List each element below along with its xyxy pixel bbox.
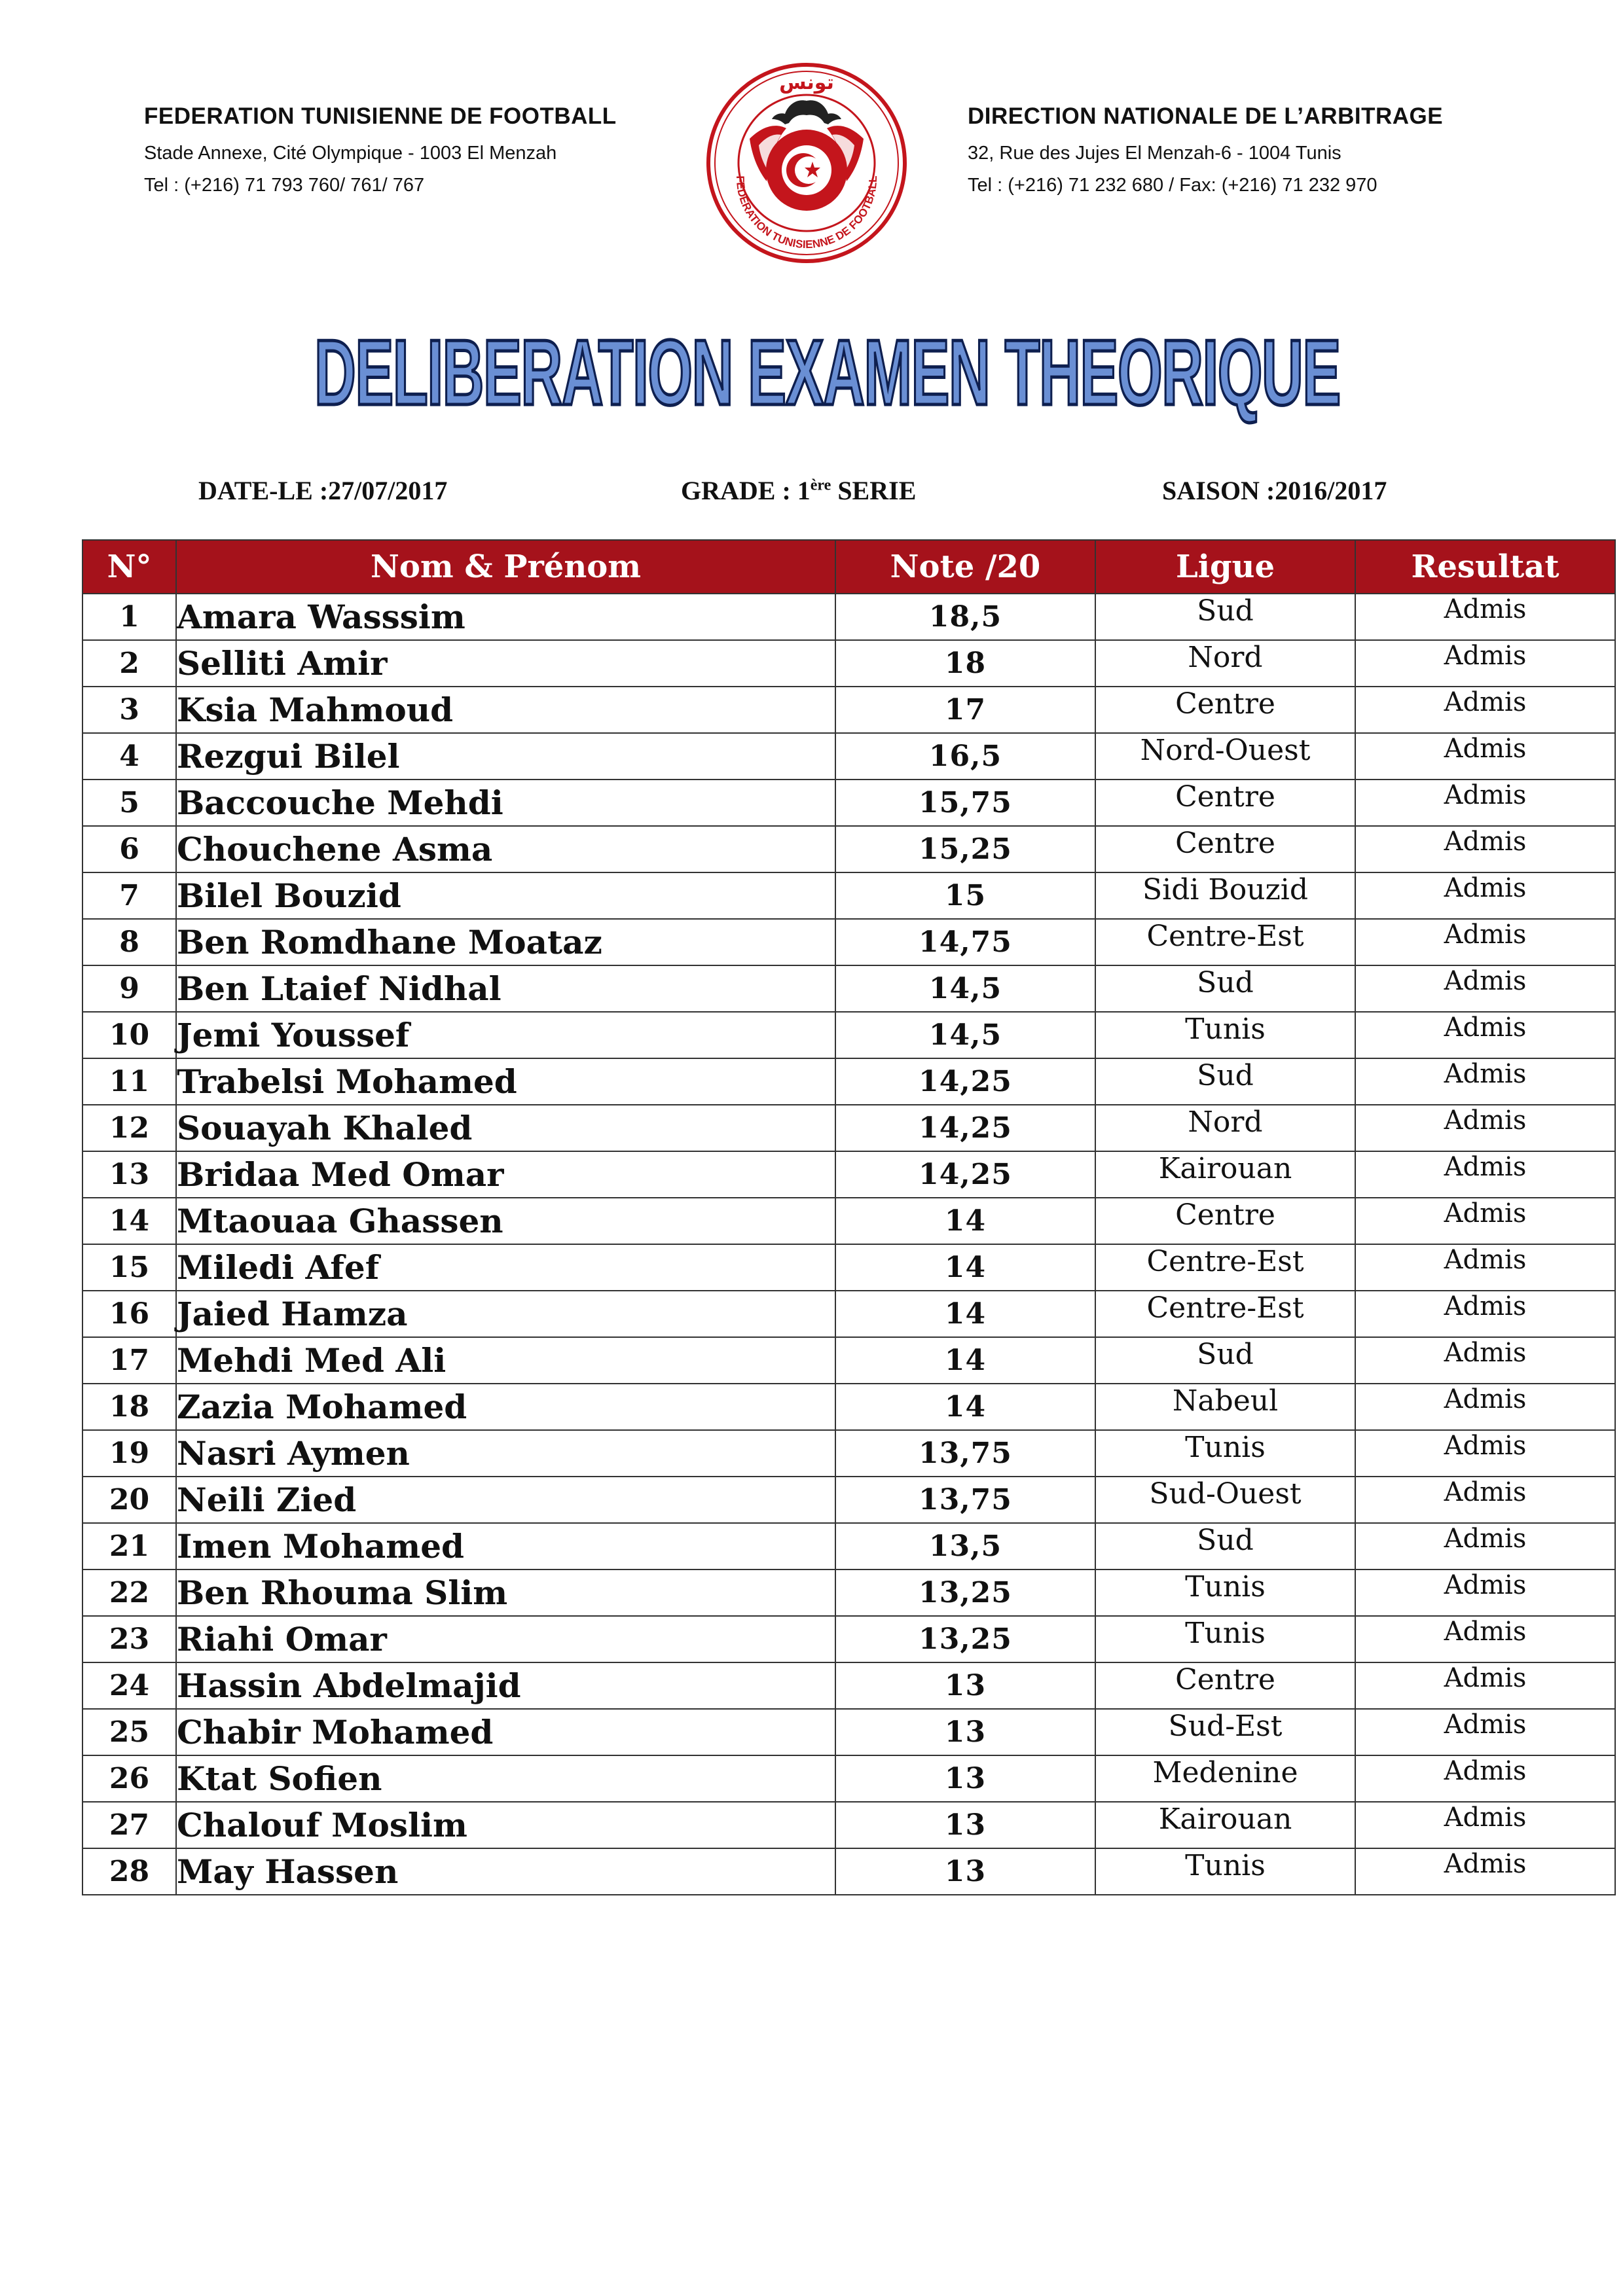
federation-logo — [704, 60, 909, 266]
table-row — [82, 1058, 1615, 1105]
cell-name: Hassin Abdelmajid — [176, 1662, 835, 1709]
cell-ligue: Sud — [1095, 1058, 1355, 1105]
cell-result: Admis — [1355, 687, 1615, 733]
header-number: N° — [82, 540, 176, 594]
table-row — [82, 826, 1615, 872]
cell-result: Admis — [1355, 1709, 1615, 1755]
cell-number: 7 — [82, 872, 176, 919]
cell-number: 2 — [82, 640, 176, 687]
grade-prefix: GRADE : 1 — [681, 476, 811, 505]
exam-season: SAISON :2016/2017 — [1162, 476, 1387, 505]
cell-ligue: Kairouan — [1095, 1151, 1355, 1198]
cell-name: Ktat Sofien — [176, 1755, 835, 1802]
cell-name: Jemi Youssef — [176, 1012, 835, 1058]
cell-note: 13 — [835, 1709, 1095, 1755]
cell-name: Chabir Mohamed — [176, 1709, 835, 1755]
cell-result: Admis — [1355, 826, 1615, 872]
cell-note: 14 — [835, 1337, 1095, 1384]
cell-result: Admis — [1355, 872, 1615, 919]
cell-ligue: Sud — [1095, 965, 1355, 1012]
document-title-wrap — [0, 319, 1623, 427]
cell-result: Admis — [1355, 1337, 1615, 1384]
cell-name: Ben Romdhane Moataz — [176, 919, 835, 965]
cell-result: Admis — [1355, 1477, 1615, 1523]
grade-superscript: ère — [810, 476, 831, 494]
header-result: Resultat — [1355, 540, 1615, 594]
cell-name: Trabelsi Mohamed — [176, 1058, 835, 1105]
cell-note: 17 — [835, 687, 1095, 733]
cell-number: 24 — [82, 1662, 176, 1709]
cell-result: Admis — [1355, 1802, 1615, 1848]
direction-name: DIRECTION NATIONALE DE L’ARBITRAGE — [968, 103, 1444, 129]
grade-suffix: SERIE — [831, 476, 917, 505]
cell-result: Admis — [1355, 594, 1615, 640]
cell-name: Mehdi Med Ali — [176, 1337, 835, 1384]
cell-name: Selliti Amir — [176, 640, 835, 687]
cell-ligue: Tunis — [1095, 1012, 1355, 1058]
cell-name: Miledi Afef — [176, 1244, 835, 1291]
cell-result: Admis — [1355, 1384, 1615, 1430]
cell-note: 13,25 — [835, 1570, 1095, 1616]
cell-result: Admis — [1355, 1570, 1615, 1616]
cell-ligue: Centre — [1095, 780, 1355, 826]
cell-result: Admis — [1355, 1662, 1615, 1709]
cell-number: 14 — [82, 1198, 176, 1244]
cell-ligue: Centre-Est — [1095, 1244, 1355, 1291]
cell-name: Chouchene Asma — [176, 826, 835, 872]
cell-result: Admis — [1355, 1523, 1615, 1570]
table-row — [82, 687, 1615, 733]
results-table — [82, 539, 1616, 1895]
cell-number: 23 — [82, 1616, 176, 1662]
cell-number: 25 — [82, 1709, 176, 1755]
cell-number: 11 — [82, 1058, 176, 1105]
cell-name: Ksia Mahmoud — [176, 687, 835, 733]
exam-date: DATE-LE :27/07/2017 — [198, 476, 448, 505]
cell-ligue: Nord-Ouest — [1095, 733, 1355, 780]
table-row — [82, 1244, 1615, 1291]
cell-name: Ben Rhouma Slim — [176, 1570, 835, 1616]
cell-ligue: Nabeul — [1095, 1384, 1355, 1430]
cell-name: Souayah Khaled — [176, 1105, 835, 1151]
table-row — [82, 919, 1615, 965]
table-row — [82, 1430, 1615, 1477]
cell-number: 10 — [82, 1012, 176, 1058]
cell-ligue: Medenine — [1095, 1755, 1355, 1802]
document-title: DELIBERATION EXAMEN THEORIQUE — [314, 321, 1340, 425]
cell-result: Admis — [1355, 1430, 1615, 1477]
cell-ligue: Tunis — [1095, 1848, 1355, 1895]
cell-number: 27 — [82, 1802, 176, 1848]
cell-note: 13,25 — [835, 1616, 1095, 1662]
cell-number: 20 — [82, 1477, 176, 1523]
cell-note: 14,25 — [835, 1058, 1095, 1105]
cell-note: 14 — [835, 1291, 1095, 1337]
cell-ligue: Sud-Est — [1095, 1709, 1355, 1755]
cell-ligue: Centre — [1095, 1662, 1355, 1709]
cell-note: 14,25 — [835, 1105, 1095, 1151]
cell-number: 18 — [82, 1384, 176, 1430]
table-row — [82, 1198, 1615, 1244]
cell-number: 12 — [82, 1105, 176, 1151]
exam-grade — [681, 475, 916, 506]
direction-address: 32, Rue des Jujes El Menzah-6 - 1004 Tunis — [968, 143, 1341, 164]
cell-ligue: Centre — [1095, 826, 1355, 872]
cell-name: Jaied Hamza — [176, 1291, 835, 1337]
cell-note: 15,75 — [835, 780, 1095, 826]
cell-number: 22 — [82, 1570, 176, 1616]
cell-number: 6 — [82, 826, 176, 872]
cell-ligue: Sud — [1095, 1523, 1355, 1570]
cell-name: Amara Wasssim — [176, 594, 835, 640]
cell-result: Admis — [1355, 1616, 1615, 1662]
cell-note: 15,25 — [835, 826, 1095, 872]
cell-note: 14,75 — [835, 919, 1095, 965]
cell-result: Admis — [1355, 1848, 1615, 1895]
cell-result: Admis — [1355, 1755, 1615, 1802]
cell-name: Nasri Aymen — [176, 1430, 835, 1477]
cell-name: Ben Ltaief Nidhal — [176, 965, 835, 1012]
cell-result: Admis — [1355, 1198, 1615, 1244]
cell-number: 17 — [82, 1337, 176, 1384]
cell-name: May Hassen — [176, 1848, 835, 1895]
cell-result: Admis — [1355, 780, 1615, 826]
cell-name: Riahi Omar — [176, 1616, 835, 1662]
cell-note: 14,5 — [835, 965, 1095, 1012]
cell-ligue: Kairouan — [1095, 1802, 1355, 1848]
cell-ligue: Nord — [1095, 1105, 1355, 1151]
cell-number: 3 — [82, 687, 176, 733]
cell-ligue: Centre — [1095, 1198, 1355, 1244]
cell-note: 13 — [835, 1848, 1095, 1895]
federation-phone: Tel : (+216) 71 793 760/ 761/ 767 — [144, 175, 425, 196]
cell-ligue: Nord — [1095, 640, 1355, 687]
cell-name: Mtaouaa Ghassen — [176, 1198, 835, 1244]
cell-note: 14,5 — [835, 1012, 1095, 1058]
header-name: Nom & Prénom — [176, 540, 835, 594]
cell-number: 15 — [82, 1244, 176, 1291]
header-ligue: Ligue — [1095, 540, 1355, 594]
cell-result: Admis — [1355, 1058, 1615, 1105]
cell-name: Zazia Mohamed — [176, 1384, 835, 1430]
cell-ligue: Centre-Est — [1095, 919, 1355, 965]
cell-note: 13 — [835, 1755, 1095, 1802]
cell-number: 13 — [82, 1151, 176, 1198]
cell-result: Admis — [1355, 1012, 1615, 1058]
cell-ligue: Sud — [1095, 1337, 1355, 1384]
cell-note: 13,75 — [835, 1477, 1095, 1523]
cell-note: 14,25 — [835, 1151, 1095, 1198]
cell-number: 1 — [82, 594, 176, 640]
cell-number: 16 — [82, 1291, 176, 1337]
cell-result: Admis — [1355, 1291, 1615, 1337]
cell-ligue: Centre — [1095, 687, 1355, 733]
table-row — [82, 1291, 1615, 1337]
table-row — [82, 1337, 1615, 1384]
cell-note: 13 — [835, 1802, 1095, 1848]
cell-ligue: Sidi Bouzid — [1095, 872, 1355, 919]
cell-name: Imen Mohamed — [176, 1523, 835, 1570]
federation-header — [144, 103, 617, 207]
cell-ligue: Tunis — [1095, 1570, 1355, 1616]
federation-name: FEDERATION TUNISIENNE DE FOOTBALL — [144, 103, 617, 129]
table-row — [82, 1662, 1615, 1709]
cell-ligue: Tunis — [1095, 1430, 1355, 1477]
table-row — [82, 1105, 1615, 1151]
table-row — [82, 1523, 1615, 1570]
cell-note: 13,5 — [835, 1523, 1095, 1570]
table-header-row — [82, 540, 1615, 594]
cell-number: 28 — [82, 1848, 176, 1895]
cell-note: 14 — [835, 1198, 1095, 1244]
direction-header — [968, 103, 1443, 207]
cell-number: 4 — [82, 733, 176, 780]
cell-result: Admis — [1355, 1151, 1615, 1198]
cell-result: Admis — [1355, 640, 1615, 687]
cell-result: Admis — [1355, 733, 1615, 780]
cell-name: Rezgui Bilel — [176, 733, 835, 780]
cell-name: Bilel Bouzid — [176, 872, 835, 919]
cell-result: Admis — [1355, 1244, 1615, 1291]
table-row — [82, 1802, 1615, 1848]
cell-note: 13 — [835, 1662, 1095, 1709]
cell-ligue: Centre-Est — [1095, 1291, 1355, 1337]
cell-name: Bridaa Med Omar — [176, 1151, 835, 1198]
table-row — [82, 1012, 1615, 1058]
results-body — [82, 594, 1615, 1895]
cell-number: 21 — [82, 1523, 176, 1570]
cell-ligue: Tunis — [1095, 1616, 1355, 1662]
logo-ring-text: FEDERATION TUNISIENNE DE FOOTBALL — [733, 175, 880, 251]
cell-result: Admis — [1355, 965, 1615, 1012]
cell-result: Admis — [1355, 1105, 1615, 1151]
table-row — [82, 1616, 1615, 1662]
table-row — [82, 965, 1615, 1012]
cell-result: Admis — [1355, 919, 1615, 965]
cell-number: 8 — [82, 919, 176, 965]
cell-name: Baccouche Mehdi — [176, 780, 835, 826]
federation-address: Stade Annexe, Cité Olympique - 1003 El Menzah — [144, 143, 557, 164]
header-note: Note /20 — [835, 540, 1095, 594]
table-row — [82, 733, 1615, 780]
cell-note: 15 — [835, 872, 1095, 919]
cell-ligue: Sud — [1095, 594, 1355, 640]
table-row — [82, 1709, 1615, 1755]
table-row — [82, 1570, 1615, 1616]
direction-phone: Tel : (+216) 71 232 680 / Fax: (+216) 71 232 970 — [968, 175, 1377, 196]
cell-note: 14 — [835, 1384, 1095, 1430]
logo-arabic-text: تونس — [779, 71, 834, 94]
cell-note: 14 — [835, 1244, 1095, 1291]
table-row — [82, 872, 1615, 919]
cell-note: 18,5 — [835, 594, 1095, 640]
cell-number: 19 — [82, 1430, 176, 1477]
table-row — [82, 640, 1615, 687]
cell-note: 13,75 — [835, 1430, 1095, 1477]
table-row — [82, 1151, 1615, 1198]
table-row — [82, 594, 1615, 640]
table-row — [82, 780, 1615, 826]
cell-note: 18 — [835, 640, 1095, 687]
table-row — [82, 1384, 1615, 1430]
table-row — [82, 1477, 1615, 1523]
cell-name: Neili Zied — [176, 1477, 835, 1523]
cell-number: 5 — [82, 780, 176, 826]
table-row — [82, 1848, 1615, 1895]
cell-number: 26 — [82, 1755, 176, 1802]
cell-name: Chalouf Moslim — [176, 1802, 835, 1848]
table-row — [82, 1755, 1615, 1802]
cell-note: 16,5 — [835, 733, 1095, 780]
cell-number: 9 — [82, 965, 176, 1012]
cell-ligue: Sud-Ouest — [1095, 1477, 1355, 1523]
